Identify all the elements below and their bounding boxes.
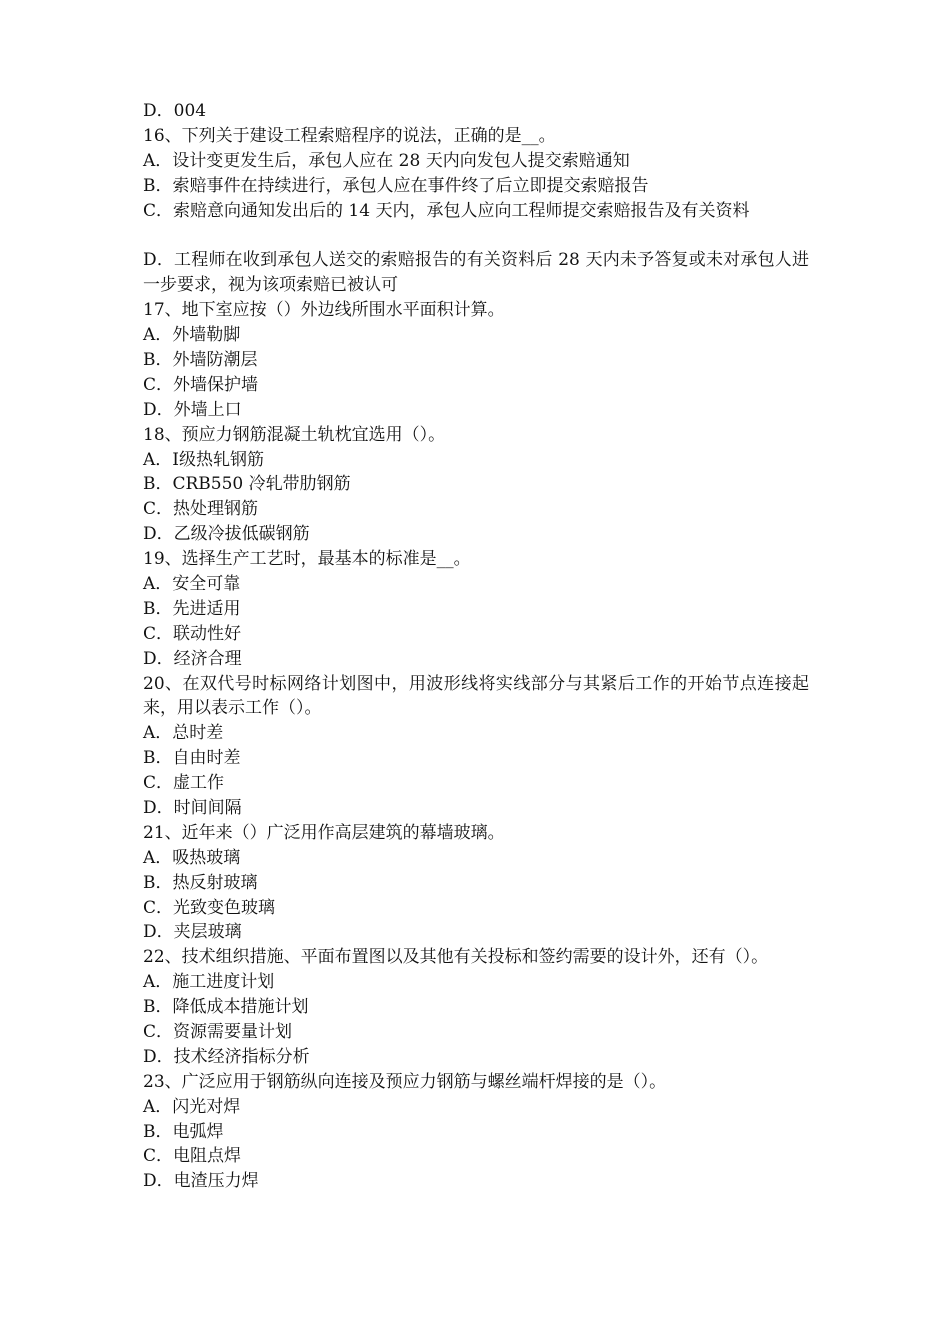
question-18: 18、预应力钢筋混凝土轨枕宜选用（）。: [143, 424, 446, 445]
question-17: 17、地下室应按（）外边线所围水平面积计算。: [143, 300, 505, 321]
option-a-q22: A．施工进度计划: [143, 972, 275, 993]
option-a-q20: A．总时差: [143, 723, 224, 744]
option-b-q22: B．降低成本措施计划: [143, 997, 309, 1018]
option-d-q15: D．004: [143, 101, 207, 121]
option-c-q16: C．索赔意向通知发出后的 14 天内，承包人应向工程师提交索赔报告及有关资料: [143, 200, 750, 221]
option-d-q23: D．电渣压力焊: [143, 1171, 259, 1192]
option-c-q23: C．电阻点焊: [143, 1146, 242, 1167]
option-b-q18: B．CRB550 冷轧带肋钢筋: [143, 474, 351, 495]
option-a-q21: A．吸热玻璃: [143, 847, 241, 868]
question-21: 21、近年来（）广泛用作高层建筑的幕墙玻璃。: [143, 822, 505, 843]
option-d-q18: D．乙级冷拔低碳钢筋: [143, 524, 310, 545]
option-b-q23: B．电弧焊: [143, 1121, 224, 1142]
option-a-q23: A．闪光对焊: [143, 1096, 241, 1117]
option-a-q17: A．外墙勒脚: [143, 325, 241, 346]
option-d-q20: D．时间间隔: [143, 797, 242, 818]
option-d-q19: D．经济合理: [143, 648, 242, 669]
option-a-q19: A．安全可靠: [143, 573, 241, 594]
option-b-q17: B．外墙防潮层: [143, 349, 258, 370]
question-19: 19、选择生产工艺时，最基本的标准是__。: [143, 549, 471, 570]
option-b-q16: B．索赔事件在持续进行，承包人应在事件终了后立即提交索赔报告: [143, 175, 649, 196]
option-c-q18: C．热处理钢筋: [143, 499, 259, 520]
question-20: 20、在双代号时标网络计划图中，用波形线将实线部分与其紧后工作的开始节点连接起来，用以表示工作（）。: [143, 673, 809, 719]
option-a-q18: A．Ⅰ级热轧钢筋: [143, 449, 264, 470]
document-page: [143, 99, 809, 1194]
option-c-q20: C．虚工作: [143, 773, 225, 794]
option-b-q20: B．自由时差: [143, 748, 241, 769]
option-d-q21: D．夹层玻璃: [143, 922, 242, 943]
option-c-q22: C．资源需要量计划: [143, 1022, 293, 1042]
option-a-q16: A．设计变更发生后，承包人应在 28 天内向发包人提交索赔通知: [143, 150, 630, 171]
question-23: 23、广泛应用于钢筋纵向连接及预应力钢筋与螺丝端杆焊接的是（）。: [143, 1071, 667, 1092]
question-16: 16、下列关于建设工程索赔程序的说法，正确的是__。: [143, 125, 556, 146]
option-d-q22: D．技术经济指标分析: [143, 1046, 310, 1067]
option-c-q19: C．联动性好: [143, 623, 242, 644]
option-c-q17: C．外墙保护墙: [143, 374, 259, 395]
option-c-q21: C．光致变色玻璃: [143, 897, 276, 918]
option-d-q17: D．外墙上口: [143, 399, 242, 420]
option-b-q21: B．热反射玻璃: [143, 872, 258, 893]
question-22: 22、技术组织措施、平面布置图以及其他有关投标和签约需要的设计外，还有（）。: [143, 947, 769, 968]
option-d-q16: D．工程师在收到承包人送交的索赔报告的有关资料后 28 天内未予答复或未对承包人进一步要求，视为该项索赔已被认可: [143, 250, 809, 296]
option-b-q19: B．先进适用: [143, 598, 241, 619]
